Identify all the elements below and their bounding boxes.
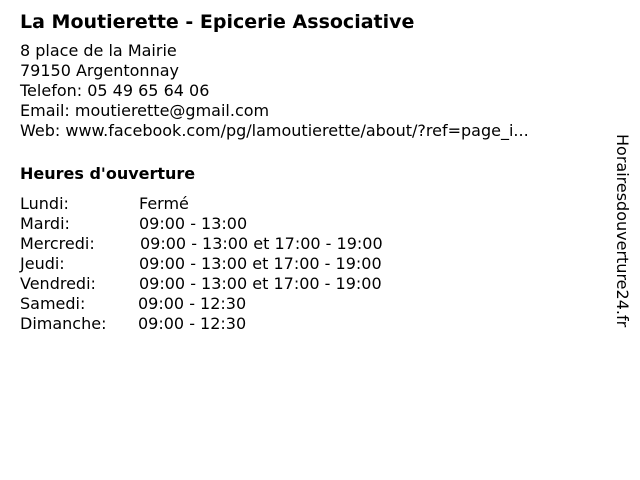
day-label: Vendredi:	[20, 274, 96, 293]
hours-row-jeudi	[20, 254, 600, 274]
hours-table	[20, 194, 600, 334]
hours-row-dimanche	[20, 314, 600, 334]
day-label: Mardi:	[20, 214, 70, 233]
day-label: Mercredi:	[20, 234, 95, 253]
email-link[interactable]: moutierette@gmail.com	[74, 101, 270, 120]
email-line	[20, 101, 600, 121]
city-address: 79150 Argentonnay	[20, 61, 179, 80]
day-hours: 09:00 - 13:00 et 17:00 - 19:00	[140, 234, 383, 253]
day-hours: 09:00 - 13:00	[139, 214, 248, 233]
business-card	[20, 10, 600, 334]
day-label: Lundi:	[20, 194, 69, 213]
day-hours: 09:00 - 12:30	[138, 314, 247, 333]
hours-row-mercredi	[20, 234, 600, 254]
day-label: Dimanche:	[20, 314, 107, 333]
business-title: La Moutierette - Epicerie Associative	[20, 11, 415, 33]
site-watermark: Horairesdouverture24.fr	[613, 134, 632, 328]
day-label: Samedi:	[20, 294, 86, 313]
web-label: Web:	[20, 121, 66, 140]
hours-row-mardi	[20, 214, 600, 234]
hours-row-vendredi	[20, 274, 600, 294]
phone-line: Telefon: 05 49 65 64 06	[20, 81, 210, 100]
day-hours: Fermé	[139, 194, 189, 213]
web-line	[20, 121, 600, 141]
hours-row-lundi	[20, 194, 600, 214]
email-label: Email:	[20, 101, 75, 120]
web-link[interactable]: www.facebook.com/pg/lamoutierette/about/?ref=page_i...	[65, 121, 529, 140]
street-address: 8 place de la Mairie	[20, 41, 177, 60]
hours-row-samedi	[20, 294, 600, 314]
day-hours: 09:00 - 13:00 et 17:00 - 19:00	[139, 254, 382, 273]
hours-heading: Heures d'ouverture	[20, 164, 196, 183]
day-label: Jeudi:	[20, 254, 65, 273]
day-hours: 09:00 - 13:00 et 17:00 - 19:00	[139, 274, 382, 293]
day-hours: 09:00 - 12:30	[138, 294, 247, 313]
